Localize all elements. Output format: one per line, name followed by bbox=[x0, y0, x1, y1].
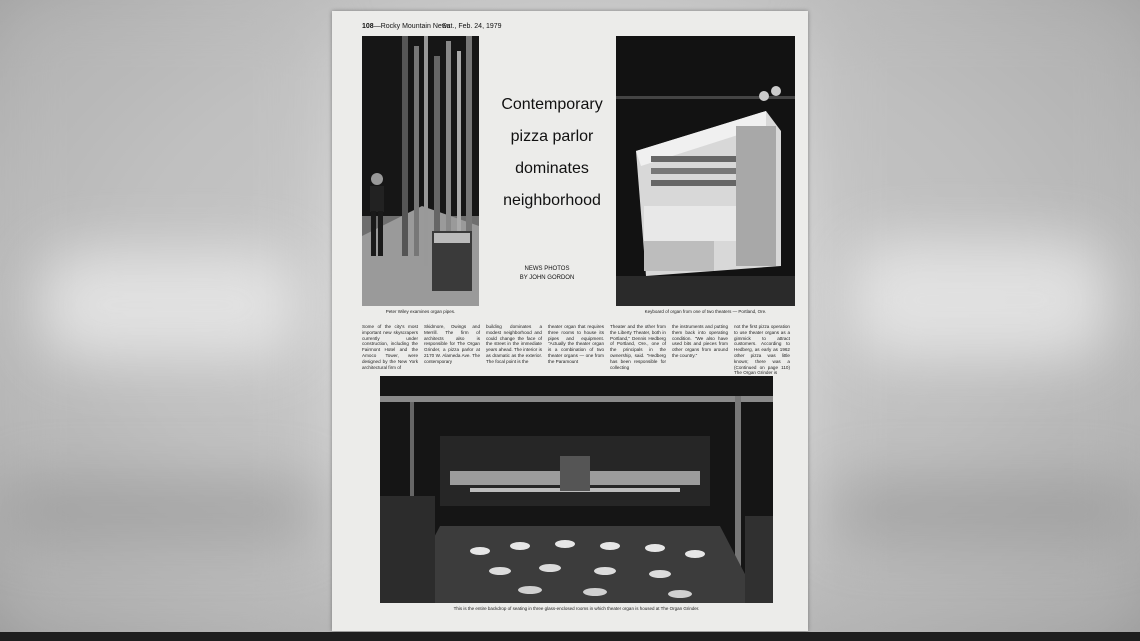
article-headline bbox=[487, 89, 617, 217]
page-header bbox=[362, 23, 502, 30]
bottom-edge-bar bbox=[0, 632, 1140, 641]
headline-line-2: pizza parlor bbox=[510, 128, 594, 145]
article-column-5: Theater and the other from the Liberty Theater, both in Portland," Dennis Hedberg of Portland, Ore., one of the principals in the ownership, said. "Hedberg has been responsible for collecting bbox=[610, 324, 666, 370]
bottom-photo-caption: This is the entire backdrop of seating in three glass-enclosed rooms in which theater organ is housed at The Organ Grinder. bbox=[453, 606, 700, 611]
article-column-6: the instruments and putting them back into operating condition. "We also have used bits and pieces from other organs from around the country." bbox=[672, 324, 728, 358]
organ-pipes-photo bbox=[362, 36, 479, 306]
organ-pipes-illustration bbox=[362, 36, 479, 306]
right-photo-caption: Keyboard of organ from one of two theaters — Portland, Ore. bbox=[644, 309, 767, 314]
masthead: —Rocky Mountain News bbox=[373, 23, 451, 30]
photo-credit bbox=[507, 265, 587, 283]
article-column-2: Skidmore, Owings and Merrill. The firm of architects also is responsible for The Organ Grinder, a pizza parlor at 2170 W. Alameda Ave. The contemporary bbox=[424, 324, 480, 364]
article-column-7: not the first pizza operation to use theater organs as a gimmick to attract customers. According to Hedberg, as early as 1962 other pizza was little known; there was a (Continued on page 110) The Organ Grinder is bbox=[734, 324, 790, 376]
headline-line-3: dominates bbox=[515, 160, 589, 177]
issue-date: Sat., Feb. 24, 1979 bbox=[442, 23, 502, 30]
article-column-3: building dominates a modest neighborhood and could change the face of the street in the immediate years ahead. The interior is as dramatic as the exterior. The focal point is the bbox=[486, 324, 542, 364]
restaurant-interior-photo bbox=[380, 376, 773, 603]
headline-line-1: Contemporary bbox=[501, 96, 603, 113]
newspaper-page bbox=[332, 11, 808, 631]
photo-credit-line-2: BY JOHN GORDON bbox=[519, 275, 575, 281]
article-column-4: theater organ that requires three rooms to house its pipes and equipment. "Actually the theater organ is a combination of two theater organs — one from the Paramount bbox=[548, 324, 604, 364]
organ-console-illustration bbox=[616, 36, 795, 306]
left-photo-caption: Peter Wiley examines organ pipes. bbox=[385, 309, 456, 314]
article-column-1: Some of the city's most important new skyscrapers currently under construction, including the Fairmont Hotel and the Amoco Tower, were designed by the New York architectural firm of bbox=[362, 324, 418, 370]
restaurant-interior-illustration bbox=[380, 376, 773, 603]
organ-console-photo bbox=[616, 36, 795, 306]
headline-line-4: neighborhood bbox=[503, 192, 601, 209]
page-number: 108 bbox=[362, 23, 374, 30]
photo-credit-line-1: NEWS PHOTOS bbox=[524, 266, 570, 272]
